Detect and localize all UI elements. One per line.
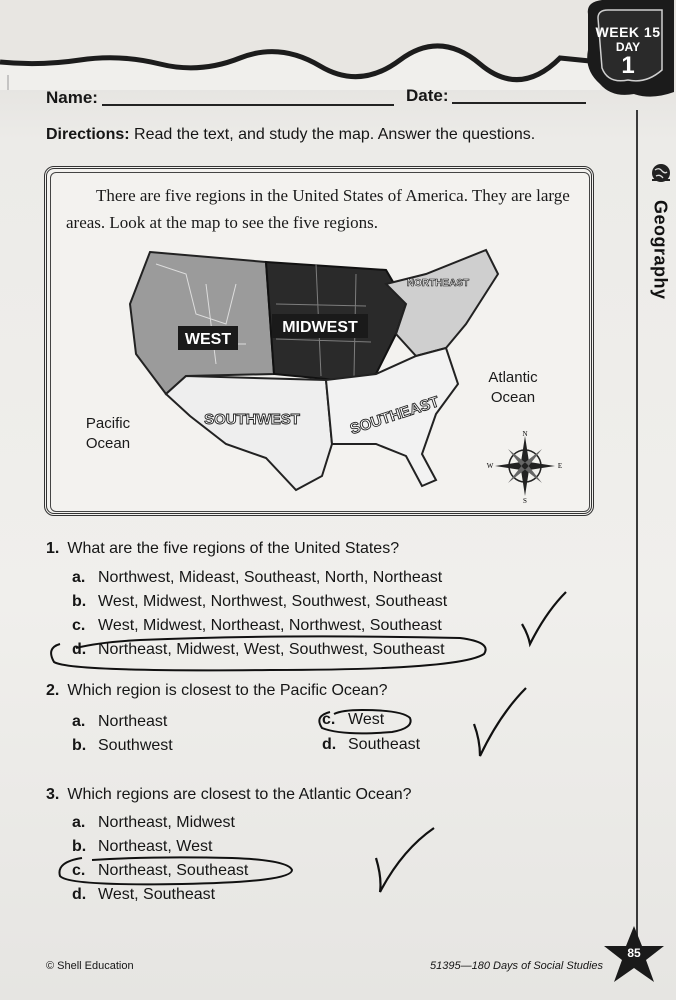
q3-option-d[interactable]: d. West, Southeast (72, 886, 216, 903)
torn-paper-edge (0, 0, 676, 90)
compass-rose-icon (486, 428, 564, 504)
q2-option-c[interactable]: c. West (322, 711, 385, 728)
q3-option-c[interactable]: c. Northeast, Southeast (72, 862, 249, 879)
side-tab-label: Geography (650, 200, 671, 300)
footer-copyright: © Shell Education (46, 960, 134, 972)
compass-w: W (486, 462, 494, 470)
checkmark-q2 (470, 684, 530, 760)
passage-text: There are five regions in the United States of America. They are large areas. Look at the map to see the five regions. (66, 186, 570, 232)
directions-text: Read the text, and study the map. Answer the questions. (134, 126, 536, 143)
footer-book-title: 51395—180 Days of Social Studies (430, 960, 604, 972)
map-label-southwest: SOUTHWEST (204, 411, 300, 428)
q1-option-d[interactable]: d. Northeast, Midwest, West, Southwest, Southeast (72, 641, 445, 658)
q3-option-a[interactable]: a. Northeast, Midwest (72, 814, 235, 831)
q1-option-b[interactable]: b. West, Midwest, Northwest, Southwest, Southeast (72, 593, 448, 610)
atlantic-ocean-label: Atlantic Ocean (488, 369, 538, 406)
page-right-border (636, 110, 638, 950)
answer-circle-q3 (52, 852, 298, 890)
page-number: 85 (627, 946, 641, 960)
badge-day-number: 1 (621, 52, 635, 79)
checkmark-q3 (372, 822, 438, 896)
us-regions-map (126, 244, 506, 494)
q1-option-c[interactable]: c. West, Midwest, Northeast, Northwest, Southeast (72, 617, 442, 634)
question-1 (46, 540, 399, 558)
map-label-northeast: NORTHEAST (406, 278, 470, 289)
q1-option-a[interactable]: a. Northwest, Mideast, Southeast, North, Northeast (72, 569, 443, 586)
q2-option-b[interactable]: b. Southwest (72, 737, 173, 754)
name-field[interactable] (102, 104, 394, 106)
map-label-midwest: MIDWEST (282, 319, 358, 336)
q3-option-b[interactable]: b. Northeast, West (72, 838, 213, 855)
compass-e: E (557, 462, 563, 470)
question-3: 3. Which regions are closest to the Atlantic Ocean? (46, 786, 412, 803)
directions (46, 126, 535, 144)
question-2: 2. Which region is closest to the Pacific Ocean? (46, 682, 388, 699)
q2-option-d[interactable]: d. Southeast (322, 736, 421, 753)
map-label-southeast: SOUTHEAST (347, 393, 442, 439)
checkmark-q1 (516, 588, 570, 648)
map-label-west: WEST (184, 331, 232, 348)
date-field[interactable] (452, 102, 586, 104)
answer-circle-q2 (312, 706, 418, 738)
pacific-ocean-label: Pacific Ocean (85, 415, 131, 452)
directions-label: Directions: (46, 126, 130, 143)
q2-option-a[interactable]: a. Northeast (72, 713, 168, 730)
compass-s: S (523, 497, 527, 504)
name-label: Name: (46, 88, 98, 107)
badge-week: WEEK 15 (595, 24, 661, 40)
answer-circle-q1 (40, 630, 500, 674)
question-number: 1. (46, 540, 60, 557)
date-label: Date: (406, 86, 449, 105)
compass-n: N (522, 430, 528, 438)
globe-icon (650, 162, 672, 184)
badge-day-label: DAY (615, 40, 641, 54)
question-text: What are the five regions of the United States? (67, 540, 400, 557)
